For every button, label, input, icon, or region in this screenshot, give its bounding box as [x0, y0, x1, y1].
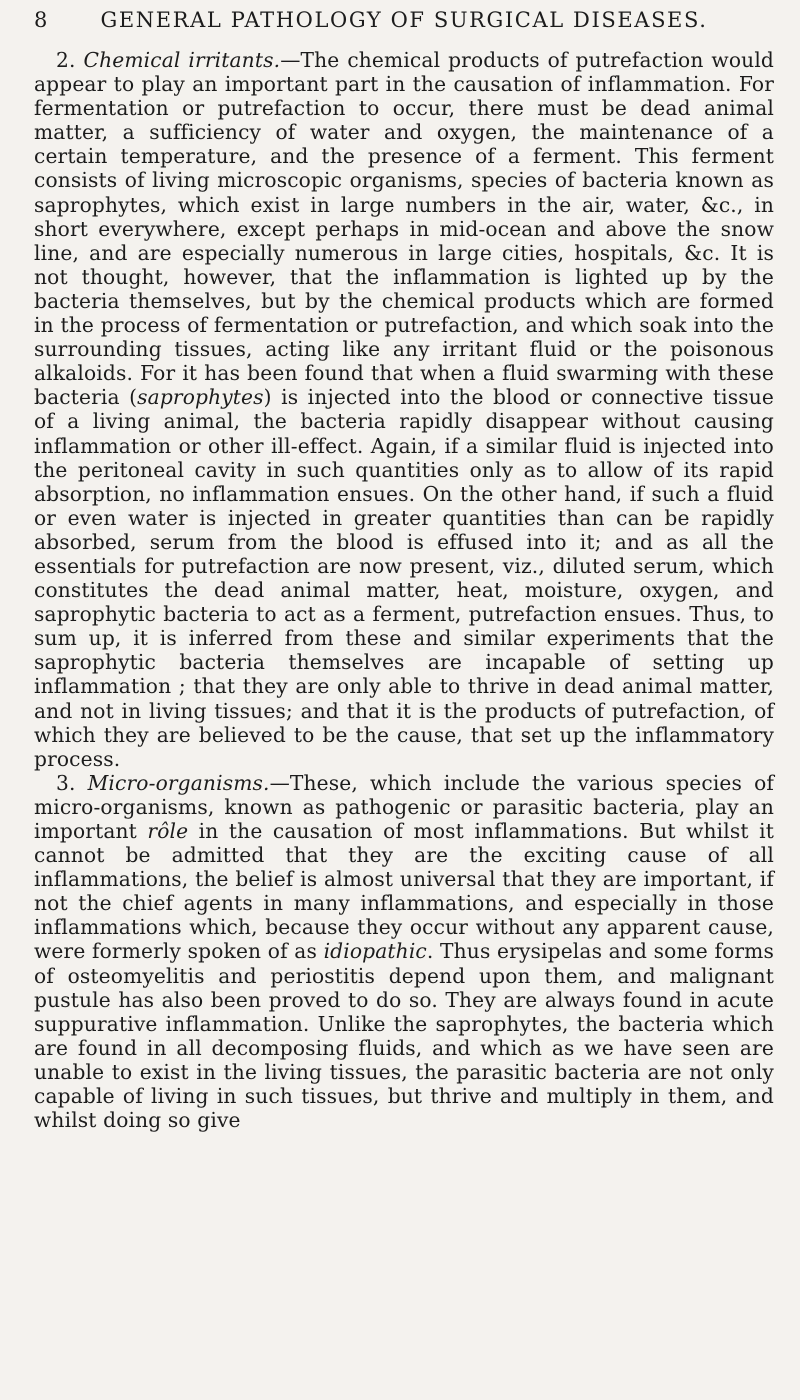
paragraph-number: 3.: [56, 770, 76, 795]
page-number: 8: [34, 8, 48, 32]
text-segment-italic: saprophytes: [137, 385, 264, 410]
paragraph-chemical-irritants: [34, 48, 774, 771]
paragraph-number: 2.: [56, 48, 76, 72]
text-segment: ) is injected into the blood or connective tissue of a living animal, the bacteria rapidly disappear without causing inflammation or other ill-effect. Again, if a similar fluid is injected into the peritoneal cavity in such quantities only as to allow of its rapid absorption, no inflammation ensues. On the other hand, if such a fluid or even water is injected in greater quantities than can be rapidly absorbed, serum from the blood is effused into it; and as all the essentials for putrefaction are now present, viz., diluted serum, which constitutes the dead animal matter, heat, moisture, oxygen, and saprophytic bacteria to act as a ferment, putrefaction ensues. Thus, to sum up, it is inferred from these and similar experiments that the saprophytic bacteria themselves are incapable of setting up inflammation ; that they are only able to thrive in dead animal matter, and not in living tissues; and that it is the products of putrefaction, of which they are believed to be the cause, that set up the inflammatory process.: [34, 385, 775, 771]
text-segment: —The chemical products of putrefaction would appear to play an important part in the causation of inflammation. For fermentation or putrefaction to occur, there must be dead animal matter, a sufficiency of water and oxygen, the maintenance of a certain temperature, and the presence of a ferment. This ferment consists of living microscopic organisms, species of bacteria known as saprophytes, which exist in large numbers in the air, water, &c., in short everywhere, except perhaps in mid-ocean and above the snow line, and are especially numerous in large cities, hospitals, &c. It is not thought, however, that the inflammation is lighted up by the bacteria themselves, but by the chemical products which are formed in the process of fermentation or putrefaction, and which soak into the surrounding tissues, acting like any irritant fluid or the poisonous alkaloids. For it has been found that when a fluid swarming with these bacteria (: [34, 48, 774, 410]
text-segment: —These, which include the various species of micro-organisms, known as pathogenic or parasitic bacteria, play an important: [34, 770, 774, 843]
body-text: [34, 48, 774, 1132]
text-segment-italic: idiopathic: [323, 939, 427, 964]
text-segment: in the causation of most inflammations. But whilst it cannot be admitted that they are the exciting cause of all inflammations, the belief is almost universal that they are important, if not the chief agents in many inflammations, and especially in those inflammations which, because they occur without any apparent cause, were formerly spoken of as: [34, 819, 774, 964]
paragraph-heading: Chemical irritants.: [83, 48, 281, 72]
text-segment: . Thus erysipelas and some forms of osteomyelitis and periostitis depend upon them, and malignant pustule has also been proved to do so. They are always found in acute suppurative inflammation. Unlike the saprophytes, the bacteria which are found in all decomposing fluids, and which as we have seen are unable to exist in the living tissues, the parasitic bacteria are not only capable of living in such tissues, but thrive and multiply in them, and whilst doing so give: [34, 939, 774, 1133]
page-header: [34, 8, 774, 48]
running-title: GENERAL PATHOLOGY OF SURGICAL DISEASES.: [100, 8, 708, 32]
text-segment-italic: rôle: [147, 819, 189, 843]
paragraph-heading: Micro-organisms.: [87, 770, 270, 795]
paragraph-micro-organisms: [34, 771, 774, 1132]
